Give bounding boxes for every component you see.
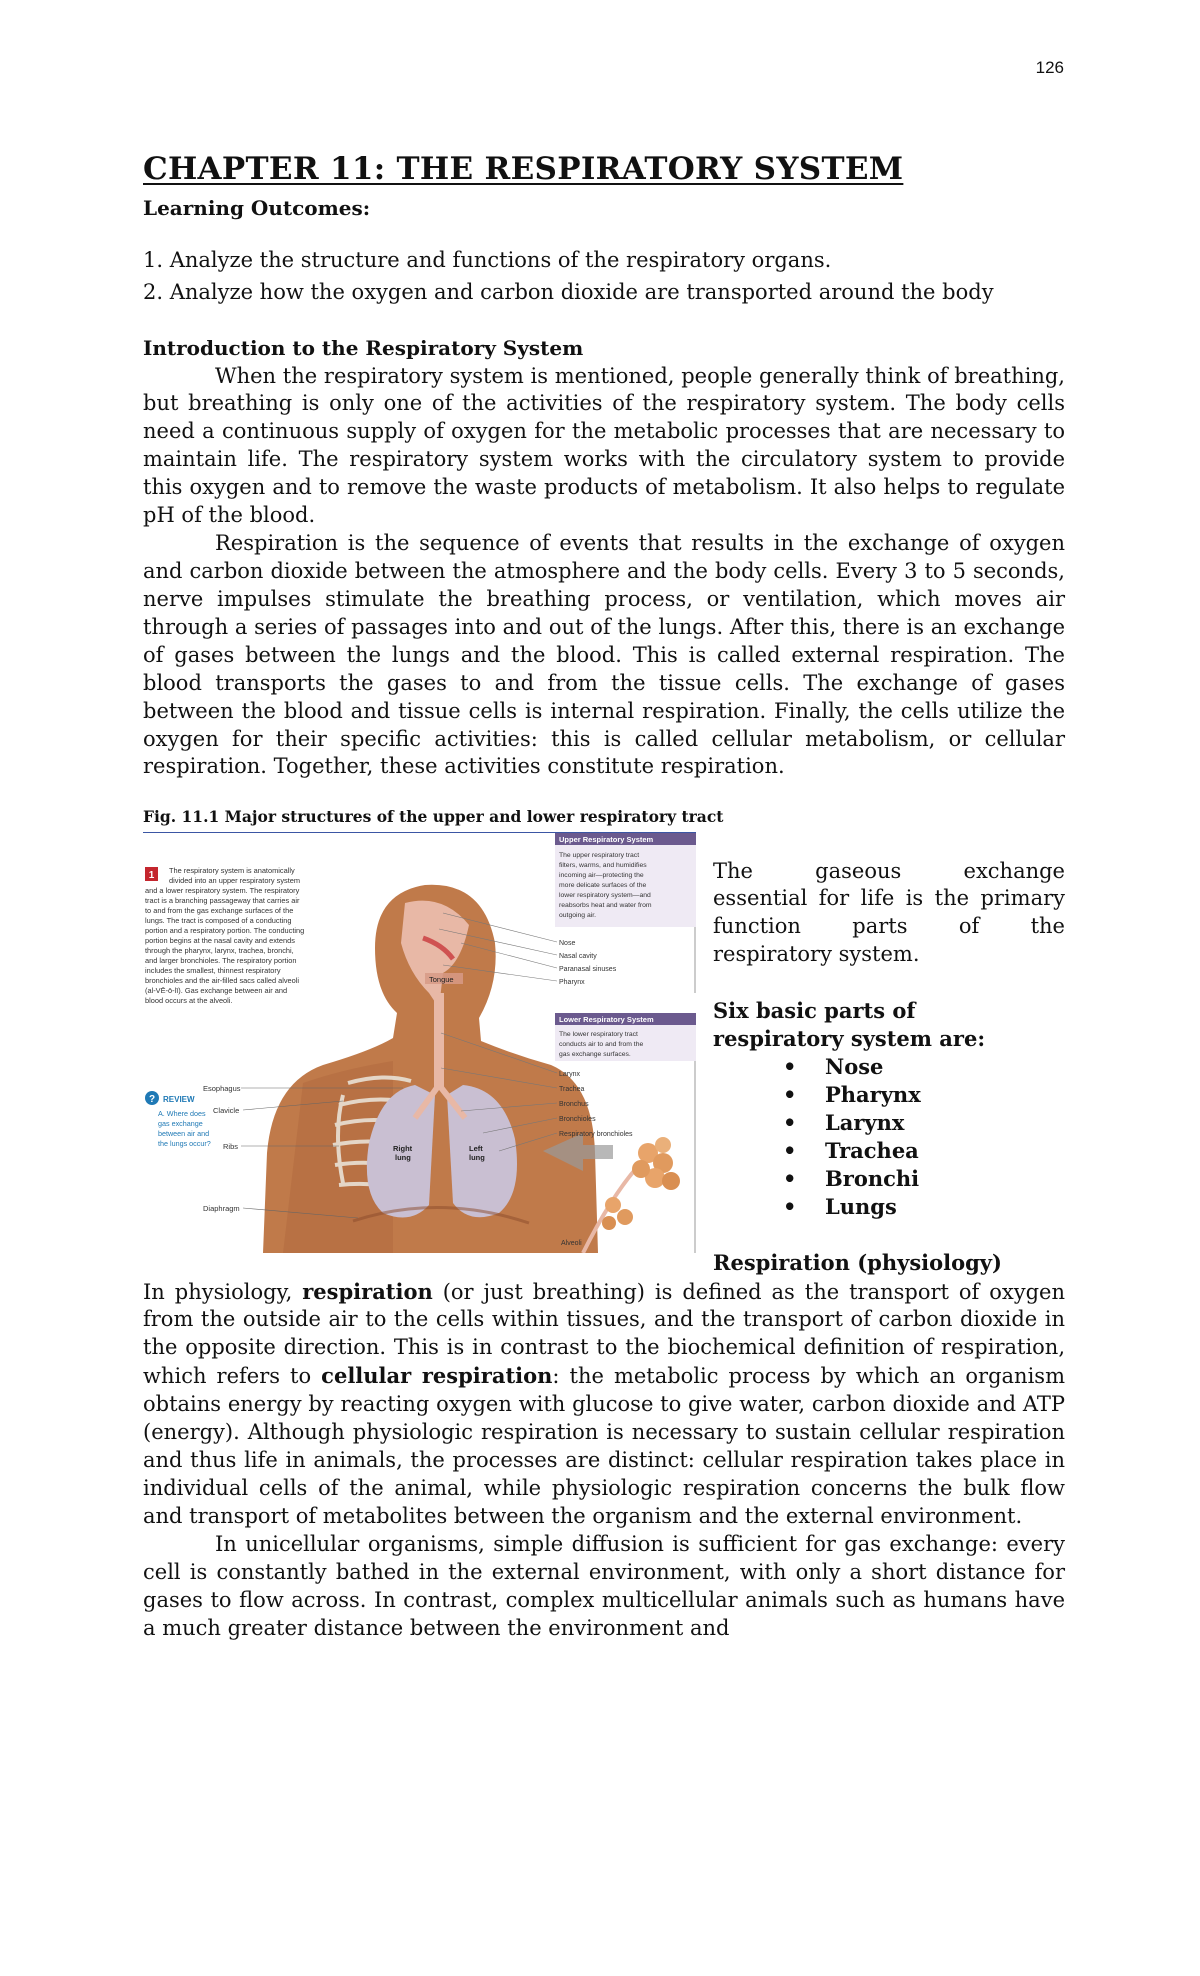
figure-text-line: and a lower respiratory system. The respiratory — [145, 885, 300, 895]
upper-box-text: more delicate surfaces of the — [559, 881, 647, 889]
upper-box-text: The upper respiratory tract — [559, 851, 640, 859]
respiratory-illustration — [143, 833, 696, 1253]
unicellular-paragraph: In unicellular organisms, simple diffusion is sufficient for gas exchange: every cell is constantly bathed in the external environment, with only a short distance for gases to flow across. In contrast, complex multicellular animals such as humans have a much greater distance between the environment and — [143, 1531, 1065, 1640]
lower-box-item: Trachea — [559, 1085, 585, 1093]
figure-text-line: The respiratory system is anatomically — [169, 865, 295, 875]
bold-term: cellular respiration — [321, 1363, 553, 1389]
figure-text-line: (al-VĒ-ō-lī). Gas exchange between air and — [145, 985, 288, 995]
parts-list-item: • Trachea — [783, 1137, 1065, 1165]
tongue-label: Tongue — [429, 974, 454, 984]
figure-left-text — [145, 866, 304, 1005]
right-lung-label: Right — [393, 1143, 413, 1153]
review-line: between air and — [158, 1128, 210, 1138]
parts-list-item: • Larynx — [783, 1109, 1065, 1137]
figure-text-line: bronchioles and the air-filled sacs called alveoli — [145, 975, 300, 985]
diaphragm-label: Diaphragm — [203, 1203, 240, 1213]
figure-text-line: blood occurs at the alveoli. — [145, 995, 233, 1005]
ribs-label: Ribs — [223, 1141, 239, 1151]
parts-heading — [713, 997, 1065, 1053]
upper-box-text: incoming air—protecting the — [559, 871, 644, 879]
step-number: 1 — [148, 869, 155, 881]
intro-paragraph: When the respiratory system is mentioned, people generally think of breathing, but breathing is only one of the activities of the respiratory system. The body cells need a continuous supply of oxygen for the metabolic processes that are necessary to maintain life. The respiratory system works with the circulatory system to provide this oxygen and to remove the waste products of metabolism. It also helps to regulate pH of the blood. — [143, 363, 1065, 528]
side-lead-line: respiratory system. — [713, 942, 920, 967]
alveoli-label: Alveoli — [561, 1239, 582, 1247]
physiology-paragraph — [143, 1278, 1065, 1531]
upper-box-title: Upper Respiratory System — [559, 834, 654, 844]
parts-list-item: • Lungs — [783, 1193, 1065, 1221]
page-number: 126 — [1035, 58, 1064, 77]
lower-box-item: Bronchus — [559, 1100, 589, 1108]
review-question — [158, 1109, 211, 1148]
side-lead-line: The gaseous exchange — [713, 858, 1065, 883]
clavicle-label: Clavicle — [213, 1105, 240, 1115]
upper-box-text: outgoing air. — [559, 911, 597, 919]
side-lead-line: function parts of the — [713, 914, 1065, 939]
side-lead-line: essential for life is the primary — [713, 886, 1065, 911]
figure-row — [143, 832, 1065, 1278]
text-run: (or just breathing) is defined as the transport of oxygen from the outside air to the cells within tissues, and the transport of carbon dioxide in the opposite direction. This is in contrast to the biochemical definition of respiration, which refers to — [143, 1279, 1065, 1389]
respiration-physiology-heading: Respiration (physiology) — [713, 1249, 1002, 1275]
page-content — [143, 150, 1065, 1643]
intro-paragraph: Respiration is the sequence of events that results in the exchange of oxygen and carbon dioxide between the atmosphere and the body cells. Every 3 to 5 seconds, nerve impulses stimulate the breathing process, or ventilation, which moves air through a series of passages into and out of the lungs. After this, there is an exchange of gases between the lungs and the blood. This is called external respiration. The blood transports the gases to and from the tissue cells. The exchange of gases between the blood and tissue cells is internal respiration. Finally, the cells utilize the oxygen for their specific activities: this is called cellular metabolism, or cellular respiration. Together, these activities constitute respiration. — [143, 531, 1065, 779]
figure-text-line: to and from the gas exchange surfaces of the — [145, 905, 294, 915]
lower-box-item: Larynx — [559, 1070, 581, 1078]
upper-box-text: lower respiratory system—and — [559, 891, 651, 899]
figure-text-line: tract is a branching passageway that carries air — [145, 895, 300, 905]
left-lung-label: Left — [469, 1143, 483, 1153]
figure-text-line: portion and a respiratory portion. The conducting — [145, 925, 305, 935]
upper-box-item: Nasal cavity — [559, 952, 597, 960]
left-lung-label: lung — [469, 1152, 485, 1162]
intro-heading: Introduction to the Respiratory System — [143, 335, 584, 360]
figure-side-text — [713, 858, 1065, 1277]
lower-box-item: Bronchioles — [559, 1115, 596, 1123]
figure-text-line: divided into an upper respiratory system — [169, 875, 301, 885]
upper-box-text: filters, warms, and humidifies — [559, 861, 647, 869]
upper-box-item: Nose — [559, 939, 576, 947]
learning-outcome-item: 1. Analyze the structure and functions of the respiratory organs. — [143, 247, 832, 272]
lower-box-text: conducts air to and from the — [559, 1040, 644, 1048]
lower-box-item: Respiratory bronchioles — [559, 1130, 633, 1138]
right-lung-label: lung — [395, 1152, 411, 1162]
review-label: REVIEW — [163, 1094, 195, 1104]
lower-box-text: The lower respiratory tract — [559, 1030, 638, 1038]
review-line: A. Where does — [158, 1108, 206, 1118]
review-line: gas exchange — [158, 1118, 203, 1128]
parts-list-item: • Nose — [783, 1053, 1065, 1081]
bold-term: respiration — [302, 1278, 433, 1304]
figure-text-line: and larger bronchioles. The respiratory portion — [145, 955, 297, 965]
learning-outcomes-list — [143, 245, 1065, 309]
lower-box-text: gas exchange surfaces. — [559, 1050, 631, 1058]
respiratory-figure — [143, 832, 696, 1253]
parts-heading-line: respiratory system are: — [713, 1026, 986, 1052]
svg-text:?: ? — [148, 1093, 156, 1105]
review-line: the lungs occur? — [158, 1138, 211, 1148]
figure-caption: Fig. 11.1 Major structures of the upper and lower respiratory tract — [143, 807, 724, 827]
lower-box-title: Lower Respiratory System — [559, 1014, 654, 1024]
figure-text-line: through the pharynx, larynx, trachea, bronchi, — [145, 945, 294, 955]
parts-list — [713, 1053, 1065, 1221]
text-run: : the metabolic process by which an organism obtains energy by reacting oxygen with glucose to give water, carbon dioxide and ATP (energy). Although physiologic respiration is necessary to sustain cellular respiration and thus life in animals, the processes are distinct: cellular respiration takes place in individual cells of the animal, while physiologic respiration concerns the bulk flow and transport of metabolites between the organism and the external environment. — [143, 1364, 1065, 1528]
upper-box-item: Paranasal sinuses — [559, 965, 617, 973]
figure-text-line: lungs. The tract is composed of a conducting — [145, 915, 292, 925]
upper-box-text: reabsorbs heat and water from — [559, 901, 652, 909]
upper-box-item: Pharynx — [559, 978, 585, 986]
parts-list-item: • Pharynx — [783, 1081, 1065, 1109]
text-run: In physiology, — [143, 1279, 303, 1304]
learning-outcome-item: 2. Analyze how the oxygen and carbon dioxide are transported around the body — [143, 279, 994, 304]
chapter-title: CHAPTER 11: THE RESPIRATORY SYSTEM — [143, 151, 904, 187]
parts-list-item: • Bronchi — [783, 1165, 1065, 1193]
figure-text-line: includes the smallest, thinnest respiratory — [145, 965, 281, 975]
figure-text-line: portion begins at the nasal cavity and extends — [145, 935, 295, 945]
parts-heading-line: Six basic parts of — [713, 998, 916, 1024]
learning-outcomes-heading: Learning Outcomes: — [143, 195, 371, 220]
esophagus-label: Esophagus — [203, 1083, 241, 1093]
